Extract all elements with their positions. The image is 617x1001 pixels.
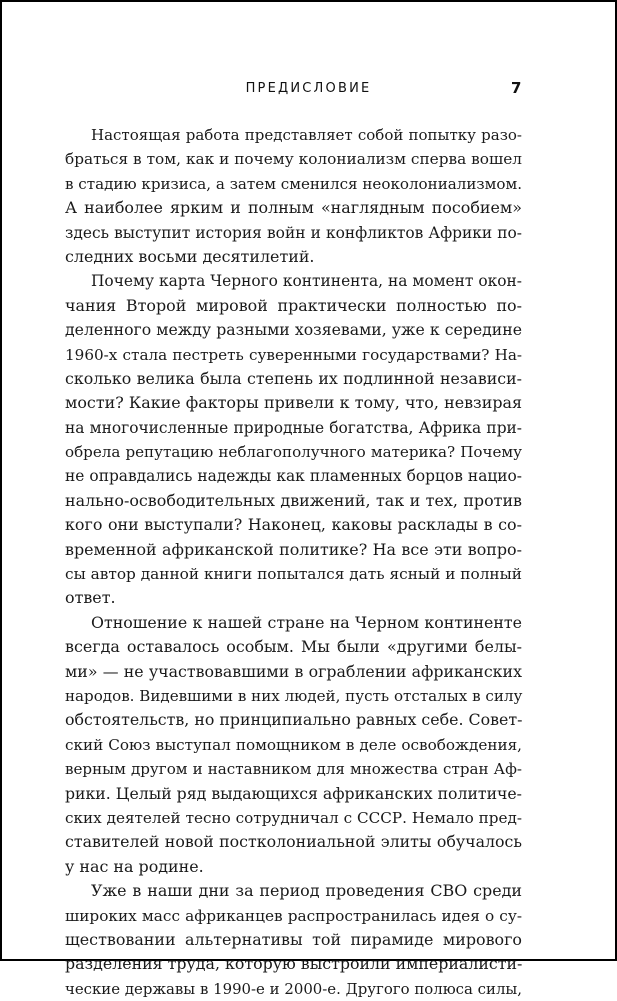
text-line: здесь выступит история войн и конфликтов Африки по- <box>65 223 522 242</box>
text-line: разделения труда, которую выстроили империалисти- <box>65 954 523 974</box>
text-line: кого они выступали? Наконец, каковы расклады в со- <box>65 515 522 535</box>
text-line: народов. Видевшими в них людей, пусть отсталых в силу <box>65 686 523 705</box>
text-line: браться в том, как и почему колониализм сперва вошел <box>65 150 522 169</box>
page-number: 7 <box>511 79 522 97</box>
text-line: обстоятельств, но принципиально равных себе. Совет- <box>65 710 523 730</box>
text-line: сы автор данной книги попытался дать ясный и полный <box>65 565 522 584</box>
text-line: всегда оставалось особым. Мы были «другими белы- <box>65 637 522 657</box>
text-line: следних восьми десятилетий. <box>65 246 315 266</box>
text-line: временной африканской политике? На все эти вопро- <box>65 539 522 559</box>
text-line: ществовании альтернативы той пирамиде мирового <box>65 929 522 949</box>
text-line: Почему карта Черного континента, на момент окон- <box>91 272 522 291</box>
text-line: Настоящая работа представляет собой попытку разо- <box>91 126 522 144</box>
text-line: 1960-х стала пестреть суверенными государствами? На- <box>65 345 522 364</box>
text-line: ческие державы в 1990-е и 2000-е. Другого полюса силы, <box>65 979 522 998</box>
text-line: на многочисленные природные богатства, Африка при- <box>65 418 522 437</box>
body-text <box>65 123 523 1001</box>
text-line: ставителей новой постколониальной элиты обучалось <box>65 832 522 852</box>
text-line: не оправдались надежды как пламенных борцов нацио- <box>65 467 522 486</box>
text-line: ми» — не участвовавшими в ограблении африканских <box>65 661 522 681</box>
text-line: Отношение к нашей стране на Черном континенте <box>91 612 522 632</box>
chapter-title: ПРЕДИСЛОВИЕ <box>245 81 372 96</box>
text-line: у нас на родине. <box>65 856 204 876</box>
text-line: верным другом и наставником для множества стран Аф- <box>65 760 522 779</box>
text-line: обрела репутацию неблагополучного материка? Почему <box>65 443 522 462</box>
text-line: сколько велика была степень их подлинной независи- <box>65 368 522 388</box>
text-line: ответ. <box>65 588 116 608</box>
text-line: Уже в наши дни за период проведения СВО среди <box>91 881 522 901</box>
text-line: рики. Целый ряд выдающихся африканских политиче- <box>65 783 522 803</box>
text-line: мости? Какие факторы привели к тому, что, невзирая <box>65 393 522 413</box>
text-line: ский Союз выступал помощником в деле освобождения, <box>65 735 522 754</box>
text-line: широких масс африканцев распространилась идея о су- <box>65 906 522 925</box>
text-line: ских деятелей тесно сотрудничал с СССР. Немало пред- <box>65 808 522 827</box>
text-line: А наиболее ярким и полным «наглядным пособием» <box>65 198 522 218</box>
text-line: в стадию кризиса, а затем сменился неоколониализмом. <box>65 174 522 193</box>
running-head <box>2 81 615 101</box>
text-line: нально-освободительных движений, так и тех, против <box>65 490 522 510</box>
text-line: деленного между разными хозяевами, уже к середине <box>65 320 522 340</box>
text-line: чания Второй мировой практически полностью по- <box>65 295 522 315</box>
